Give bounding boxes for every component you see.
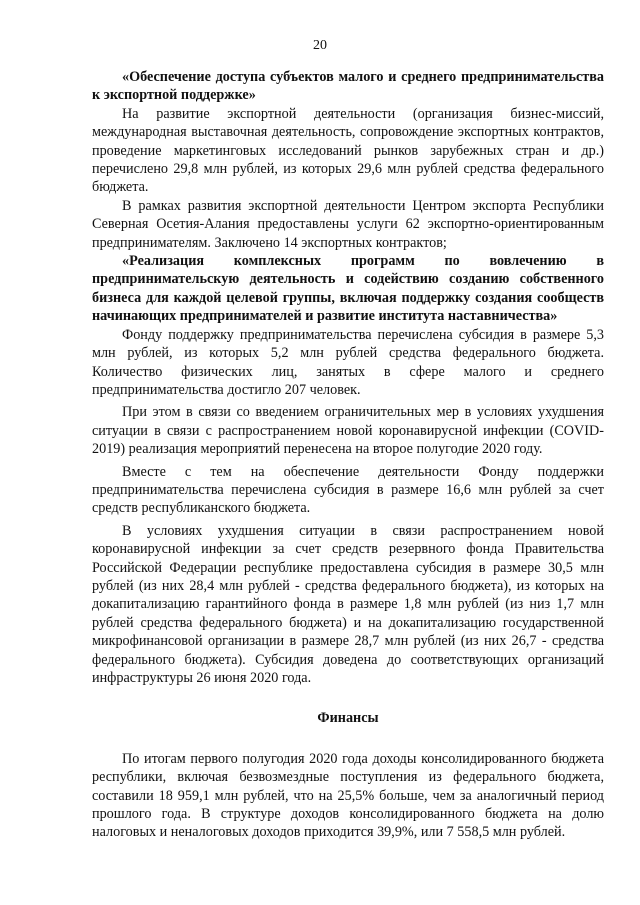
paragraph: Фонду поддержку предпринимательства перечислена субсидия в размере 5,3 млн рублей, из которых 5,2 млн рублей средства федерального бюджета. Количество физических лиц, занятых в сфере малого и среднего предпринимательства достигло 207 человек. (92, 326, 604, 398)
paragraph: В рамках развития экспортной деятельности Центром экспорта Республики Северная Осетия-Алания предоставлены услуги 62 экспортно-ориентированным предпринимателям. Заключено 14 экспортных контрактов; (92, 197, 604, 251)
section-programs-heading: «Реализация комплексных программ по вовлечению в предпринимательскую деятельность и содействию созданию собственного бизнеса для каждой целевой группы, включая поддержку создания сообществ начинающих предпринимателей и развитие института наставничества» (92, 253, 604, 325)
paragraph: При этом в связи со введением ограничительных мер в условиях ухудшения ситуации в связи с распространением новой коронавирусной инфекции (COVID-2019) реализация мероприятий перенесена на второе полугодие 2020 году. (92, 404, 604, 458)
page-number: 20 (313, 38, 327, 53)
finance-heading: Финансы (317, 710, 379, 727)
page-content (92, 68, 604, 846)
paragraph: На развитие экспортной деятельности (организация бизнес-миссий, международная выставочная деятельность, сопровождение экспортных контрактов, проведение маркетинговых исследований рынков зарубежных стран и др.) перечислено 29,8 млн рублей, из которых 29,6 млн рублей средства федерального бюджета. (92, 105, 604, 196)
paragraph: Вместе с тем на обеспечение деятельности Фонду поддержки предпринимательства перечислена субсидия в размере 16,6 млн рублей за счет средств республиканского бюджета. (92, 463, 604, 517)
section-export-heading: «Обеспечение доступа субъектов малого и среднего предпринимательства к экспортной поддержке» (92, 69, 604, 104)
paragraph: По итогам первого полугодия 2020 года доходы консолидированного бюджета республики, включая безвозмездные поступления из федерального бюджета, составили 18 959,1 млн рублей, что на 25,5% больше, чем за аналогичный период прошлого года. В структуре доходов консолидированного бюджета на долю налоговых и неналоговых доходов приходится 39,9%, или 7 558,5 млн рублей. (92, 750, 604, 841)
paragraph: В условиях ухудшения ситуации в связи распространением новой коронавирусной инфекции за счет средств резервного фонда Правительства Российской Федерации республике предоставлена субсидия в размере 30,5 млн рублей (из них 28,4 млн рублей - средства федерального бюджета), из которых на докапитализацию гарантийного фонда в размере 1,8 млн рублей (из низ 1,7 млн рублей средства федерального бюджета) и на докапитализацию государственной микрофинансовой организации в размере 28,7 млн рублей (из них 26,7 - средства федерального бюджета). Субсидия доведена до соответствующих организаций инфраструктуры 26 июня 2020 года. (92, 522, 604, 686)
